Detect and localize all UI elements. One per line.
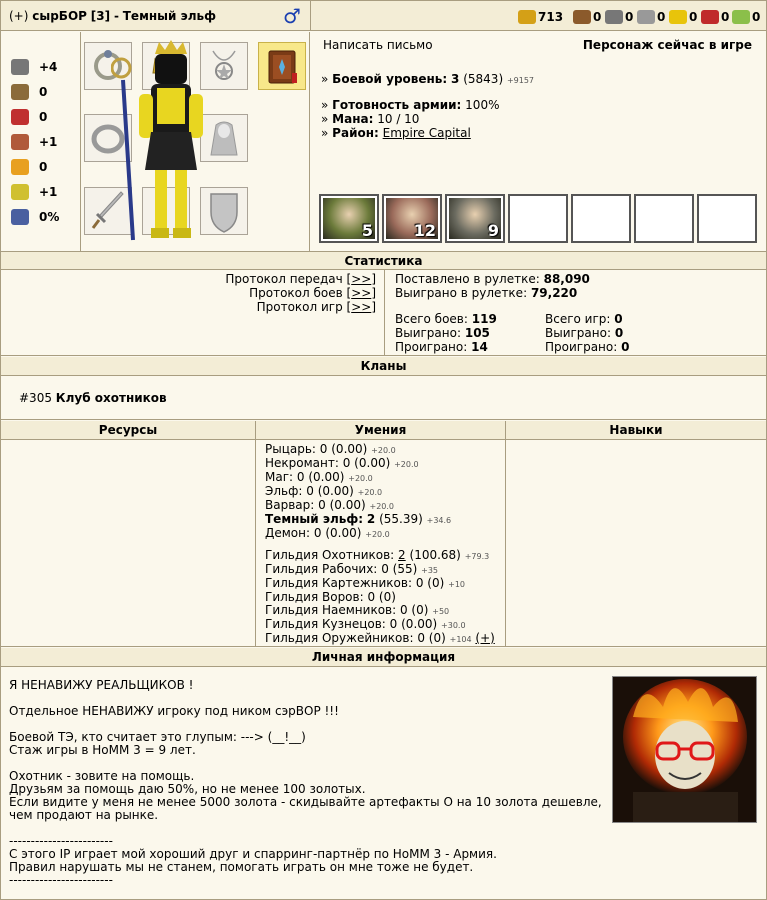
character-figure [111,40,221,246]
resource-crystal: 0 [701,9,729,25]
guild-upgrade-button[interactable]: (+) [475,631,495,645]
shield-icon [11,84,29,100]
guild-skill-row: Гильдия Воров: 0 (0) [265,590,396,604]
columns-panel [1,421,766,647]
personal-info-line: ------------------------ [9,873,113,887]
statistics-header: Статистика [1,251,766,270]
protocol-link-row: Протокол игр [>>] [256,300,376,314]
mercury-icon [637,10,655,24]
stat-value: +1 [39,135,58,149]
faction-skill-row: Эльф: 0 (0.00) +20.0 [265,484,383,498]
faction-skill-row: Темный эльф: 2 (55.39) +34.6 [265,512,452,526]
horseshoe-icon [11,184,29,200]
online-status: Персонаж сейчас в игре [582,38,752,52]
games-row: Проиграно: 0 [545,340,630,354]
personal-info-line: Друзьям за помощь даю 50%, но не менее 100 золотых. [9,782,366,796]
ore-icon [605,10,623,24]
skills-column-header: Умения [256,421,506,440]
army-slot[interactable] [319,194,379,243]
personal-info-line: ------------------------ [9,834,113,848]
personal-info-line: Если видите у меня не менее 5000 золота - скидывайте артефакты О на 10 золота дешевле, [9,795,602,809]
army-slot[interactable] [697,194,757,243]
stat-value: 0 [39,160,48,174]
protocol-open-link[interactable]: >> [351,286,372,300]
battles-row: Выиграно: 105 [395,326,490,340]
clan-id: #305 [19,391,52,405]
faction-skill-row: Маг: 0 (0.00) +20.0 [265,470,373,484]
online-marker: (+) [9,9,29,23]
protocol-open-link[interactable]: >> [351,300,372,314]
guild-skill-row: Гильдия Наемников: 0 (0) +50 [265,603,450,617]
wand-icon [11,109,29,125]
combat-level-row: » Боевой уровень: 3 (5843) +9157 [321,72,535,86]
potion-icon [11,209,29,225]
gems-icon [732,10,750,24]
statistics-panel [1,270,766,356]
player-faction: Темный эльф [122,9,217,23]
games-row: Всего игр: 0 [545,312,623,326]
guild-skill-row: Гильдия Оружейников: 0 (0) +104 (+) [265,631,495,645]
resource-mercury: 0 [637,9,665,25]
clans-header: Кланы [1,357,766,376]
personal-info-line: С этого IP играет мой хороший друг и спарринг-партнёр по HoMM 3 - Армия. [9,847,497,861]
protocol-open-link[interactable]: >> [351,272,372,286]
army-slot[interactable] [571,194,631,243]
personal-info-line: Боевой ТЭ, кто считает это глупым: ---> (__!__) [9,730,306,744]
personal-info-panel [1,667,766,899]
army-slot[interactable] [445,194,505,243]
army-slot[interactable] [634,194,694,243]
personal-info-line: Я НЕНАВИЖУ РЕАЛЬЩИКОВ ! [9,678,194,692]
clan-entry[interactable] [19,391,167,405]
district-link[interactable]: Empire Capital [382,126,471,140]
resource-wood: 0 [573,9,601,25]
player-name[interactable]: сырБОР [32,9,87,23]
army-readiness-row: » Готовность армии: 100% [321,98,500,112]
resource-gold: 713 [518,9,563,25]
spellbook-icon [259,43,305,89]
clans-panel [1,376,766,420]
resource-sulfur: 0 [669,9,697,25]
slot-book[interactable] [258,42,306,90]
roulette-won-row: Выиграно в рулетке: 79,220 [395,286,578,300]
faction-skill-row: Некромант: 0 (0.00) +20.0 [265,456,419,470]
games-row: Выиграно: 0 [545,326,624,340]
faction-skill-row: Демон: 0 (0.00) +20.0 [265,526,390,540]
personal-info-line: Отдельное НЕНАВИЖУ игроку под ником сэрВОР !!! [9,704,339,718]
rainbow-icon [11,159,29,175]
stat-value: +1 [39,185,58,199]
guild-skill-row: Гильдия Охотников: 2 (100.68) +79.3 [265,548,490,562]
battles-row: Проиграно: 14 [395,340,488,354]
abilities-column-header: Навыки [506,421,766,440]
equipment-panel [81,32,310,251]
resource-ore: 0 [605,9,633,25]
crystal-icon [701,10,719,24]
stat-value: 0 [39,85,48,99]
sulfur-icon [669,10,687,24]
guild-skill-row: Гильдия Картежников: 0 (0) +10 [265,576,466,590]
army-slot[interactable] [508,194,568,243]
stat-value: 0 [39,110,48,124]
protocol-link-row: Протокол боев [>>] [249,286,376,300]
roulette-bet-row: Поставлено в рулетке: 88,090 [395,272,590,286]
unit-count: 9 [487,221,499,240]
avatar [612,676,757,823]
personal-info-header: Личная информация [1,648,766,667]
battles-row: Всего боев: 119 [395,312,497,326]
scroll-icon [11,134,29,150]
gold-icon [518,10,536,24]
clan-name[interactable]: Клуб охотников [55,391,167,405]
mana-row: » Мана: 10 / 10 [321,112,420,126]
guild-skill-row: Гильдия Рабочих: 0 (55) +35 [265,562,438,576]
personal-info-line: Правил нарушать мы не станем, помогать играть он мне тоже не будет. [9,860,474,874]
stat-value: +4 [39,60,58,74]
personal-info-line: Охотник - зовите на помощь. [9,769,195,783]
guild-skill-row: Гильдия Кузнецов: 0 (0.00) +30.0 [265,617,466,631]
resources-column-header: Ресурсы [1,421,256,440]
resource-gems: 0 [732,9,760,25]
faction-skill-row: Варвар: 0 (0.00) +20.0 [265,498,394,512]
swords-icon [11,59,29,75]
write-letter-link[interactable]: Написать письмо [323,38,433,52]
stat-value: 0% [39,210,60,224]
stats-panel [1,32,81,251]
unit-count: 12 [413,221,436,240]
protocol-link-row: Протокол передач [>>] [225,272,376,286]
player-title: (+) сырБОР [3] - Темный эльф [9,9,217,23]
gender-icon: ♂ [283,4,301,28]
flaming-skull-avatar [613,677,757,823]
header-bar [1,1,766,31]
level-bracket: [3] [90,9,111,23]
faction-skill-row: Рыцарь: 0 (0.00) +20.0 [265,442,396,456]
district-row: » Район: Empire Capital [321,126,471,140]
personal-info-line: Стаж игры в HoMM 3 = 9 лет. [9,743,196,757]
army-slot[interactable] [382,194,442,243]
unit-count: 5 [361,221,373,240]
personal-info-line: чем продают на рынке. [9,808,159,822]
wood-icon [573,10,591,24]
